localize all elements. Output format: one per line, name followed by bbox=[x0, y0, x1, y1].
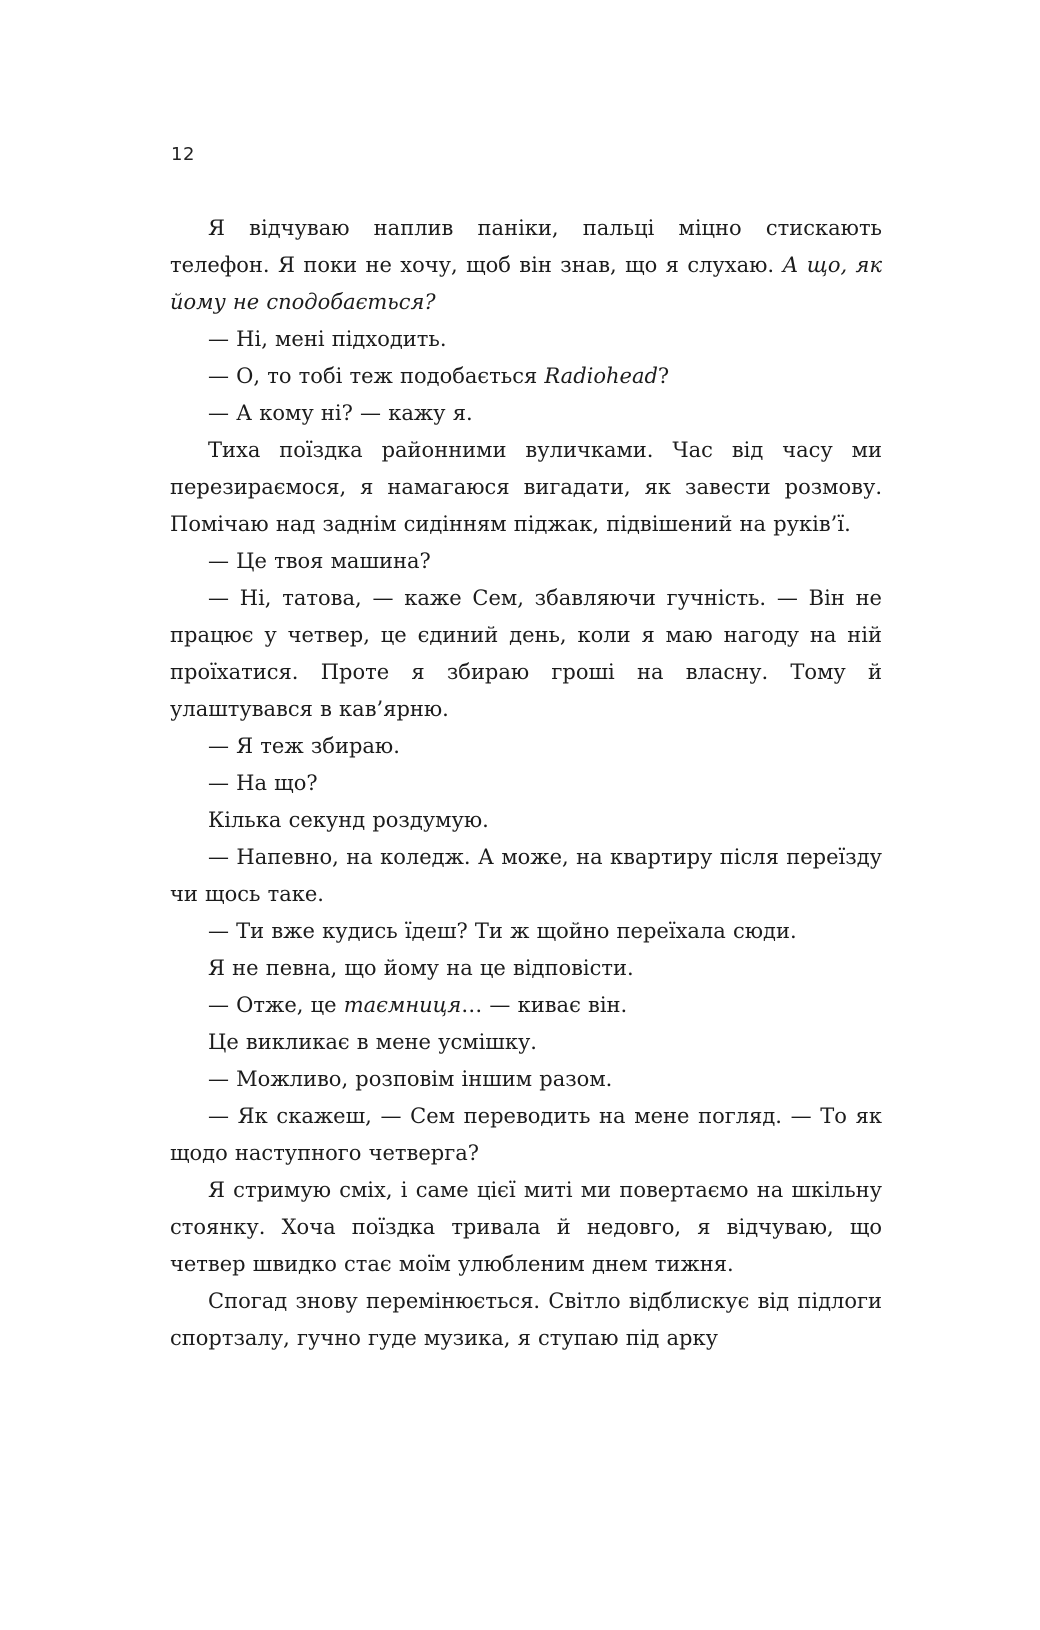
text-segment: — Я теж збираю. bbox=[208, 734, 400, 758]
text-segment: — Напевно, на коледж. А може, на квартиру після переїзду чи щось таке. bbox=[170, 845, 882, 906]
text-segment: Я стримую сміх, і саме цієї миті ми повертаємо на шкільну стоянку. Хоча поїздка тривала й недовго, я відчуваю, що четвер швидко стає моїм улюбленим днем тижня. bbox=[170, 1178, 882, 1276]
text-segment: — А кому ні? — кажу я. bbox=[208, 401, 473, 425]
text-segment: — Це твоя машина? bbox=[208, 549, 431, 573]
italic-text-segment: таємниця bbox=[343, 993, 462, 1017]
paragraph bbox=[170, 321, 882, 358]
text-segment: — О, то тобі теж подобається bbox=[208, 364, 545, 388]
paragraph bbox=[170, 950, 882, 987]
italic-text-segment: Radiohead bbox=[544, 364, 658, 388]
text-segment: — Як скажеш, — Сем переводить на мене погляд. — То як щодо наступного четверга? bbox=[170, 1104, 882, 1165]
text-segment: Тиха поїздка районними вуличками. Час від часу ми перезираємося, я намагаюся вигадати, як завести розмову. Помічаю над заднім сидінням піджак, підвішений на руків’ї. bbox=[170, 438, 882, 536]
paragraph bbox=[170, 1098, 882, 1172]
paragraph bbox=[170, 802, 882, 839]
text-segment: Я відчуваю наплив паніки, пальці міцно стискають телефон. Я поки не хочу, щоб він знав, що я слухаю. bbox=[170, 216, 882, 277]
paragraph bbox=[170, 1024, 882, 1061]
text-segment: — На що? bbox=[208, 771, 318, 795]
text-segment: — Отже, це bbox=[208, 993, 344, 1017]
text-segment: Я не певна, що йому на це відповісти. bbox=[208, 956, 634, 980]
paragraph bbox=[170, 210, 882, 321]
text-segment: — Ні, татова, — каже Сем, збавляючи гучність. — Він не працює у четвер, це єдиний день, коли я маю нагоду на ній проїхатися. Проте я збираю гроші на власну. Тому й улаштувався в кав’ярню. bbox=[170, 586, 882, 721]
paragraph bbox=[170, 395, 882, 432]
paragraph bbox=[170, 728, 882, 765]
paragraph bbox=[170, 765, 882, 802]
text-segment: Кілька секунд роздумую. bbox=[208, 808, 489, 832]
text-segment: ? bbox=[657, 364, 670, 388]
paragraph bbox=[170, 1061, 882, 1098]
body-text bbox=[170, 210, 882, 1357]
paragraph bbox=[170, 1283, 882, 1357]
paragraph bbox=[170, 358, 882, 395]
text-segment: … — киває він. bbox=[461, 993, 628, 1017]
paragraph bbox=[170, 1172, 882, 1283]
text-segment: — Ні, мені підходить. bbox=[208, 327, 447, 351]
text-segment: Це викликає в мене усмішку. bbox=[208, 1030, 537, 1054]
text-segment: Спогад знову перемінюється. Світло відблискує від підлоги спортзалу, гучно гуде музика, я ступаю під арку bbox=[170, 1289, 882, 1350]
text-segment: — Можливо, розповім іншим разом. bbox=[208, 1067, 613, 1091]
paragraph bbox=[170, 543, 882, 580]
paragraph bbox=[170, 432, 882, 543]
paragraph bbox=[170, 839, 882, 913]
paragraph bbox=[170, 987, 882, 1024]
paragraph bbox=[170, 913, 882, 950]
paragraph bbox=[170, 580, 882, 728]
italic-text-segment: А що, як йому не сподобається? bbox=[170, 253, 882, 314]
page-number: 12 bbox=[171, 144, 195, 165]
text-segment: — Ти вже кудись їдеш? Ти ж щойно переїхала сюди. bbox=[208, 919, 797, 943]
